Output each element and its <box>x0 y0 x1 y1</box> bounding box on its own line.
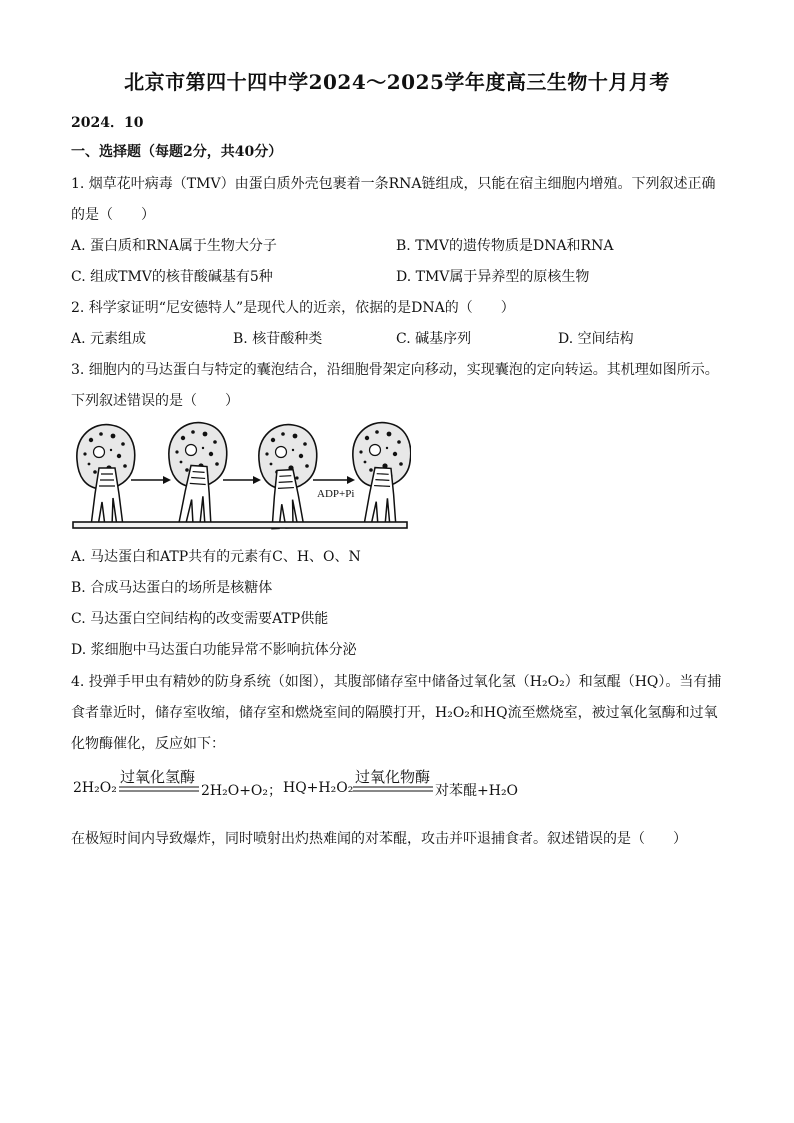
q3-option-d: D. 浆细胞中马达蛋白功能异常不影响抗体分泌 <box>71 642 357 658</box>
q4-stem-line1: 4. 投弹手甲虫有精妙的防身系统（如图），其腹部储存室中储备过氧化氢（H₂O₂）和氢醌（HQ）。当有捕 <box>71 674 722 690</box>
eq1-product: 2H₂O+O₂； <box>201 783 283 799</box>
q2-option-c: C. 碱基序列 <box>396 331 472 347</box>
q1-option-b: B. TMV的遗传物质是DNA和RNA <box>396 238 614 254</box>
arrow-2 <box>223 476 261 484</box>
q4-stem-line2: 食者靠近时，储存室收缩，储存室和燃烧室间的隔膜打开，H₂O₂和HQ流至燃烧室，被过氧化氢酶和过氧 <box>71 705 718 721</box>
section-heading: 一、选择题（每题2分，共40分） <box>71 144 283 160</box>
q3-option-b: B. 合成马达蛋白的场所是核糖体 <box>71 580 273 596</box>
eq1-enzyme: 过氧化氢酶 <box>120 768 196 786</box>
q2-option-b: B. 核苷酸种类 <box>233 331 323 347</box>
eq2-reactant: HQ+H₂O₂ <box>283 780 354 796</box>
q3-option-a: A. 马达蛋白和ATP共有的元素有C、H、O、N <box>71 549 361 565</box>
q3-option-c: C. 马达蛋白空间结构的改变需要ATP供能 <box>71 611 329 627</box>
exam-date: 2024．10 <box>71 115 144 131</box>
adp-pi-label: ADP+Pi <box>317 488 355 500</box>
q2-stem: 2. 科学家证明“尼安德特人”是现代人的近亲，依据的是DNA的（ ） <box>71 300 515 316</box>
q1-option-c: C. 组成TMV的核苷酸碱基有5种 <box>71 269 273 285</box>
eq2-enzyme: 过氧化物酶 <box>355 768 431 786</box>
reaction-equations <box>73 766 533 806</box>
arrow-3 <box>313 476 355 484</box>
eq2-product: 对苯醌+H₂O <box>435 783 519 799</box>
cytoskeleton-track <box>73 522 407 528</box>
q4-stem-line4: 在极短时间内导致爆炸，同时喷射出灼热难闻的对苯醌，攻击并吓退捕食者。叙述错误的是（ ） <box>71 831 687 847</box>
q1-stem-line2: 的是（ ） <box>71 207 155 223</box>
motor-protein-figure <box>71 420 411 532</box>
eq1-reactant: 2H₂O₂ <box>73 780 117 796</box>
q4-stem-line3: 化物酶催化，反应如下： <box>71 736 225 752</box>
q1-option-d: D. TMV属于异养型的原核生物 <box>396 269 590 285</box>
q2-option-d: D. 空间结构 <box>558 331 634 347</box>
eq2-reaction-arrow <box>353 784 433 794</box>
eq1-reaction-arrow <box>119 784 199 794</box>
q1-stem-line1: 1. 烟草花叶病毒（TMV）由蛋白质外壳包裹着一条RNA链组成，只能在宿主细胞内增殖。下列叙述正确 <box>71 176 716 192</box>
q3-stem-line1: 3. 细胞内的马达蛋白与特定的囊泡结合，沿细胞骨架定向移动，实现囊泡的定向转运。其机理如图所示。 <box>71 362 719 378</box>
q1-option-a: A. 蛋白质和RNA属于生物大分子 <box>71 238 277 254</box>
arrow-1 <box>131 476 171 484</box>
q3-stem-line2: 下列叙述错误的是（ ） <box>71 393 239 409</box>
page-title: 北京市第四十四中学2024～2025学年度高三生物十月月考 <box>124 70 670 94</box>
q2-option-a: A. 元素组成 <box>71 331 147 347</box>
motor-protein-diagram <box>71 420 411 532</box>
